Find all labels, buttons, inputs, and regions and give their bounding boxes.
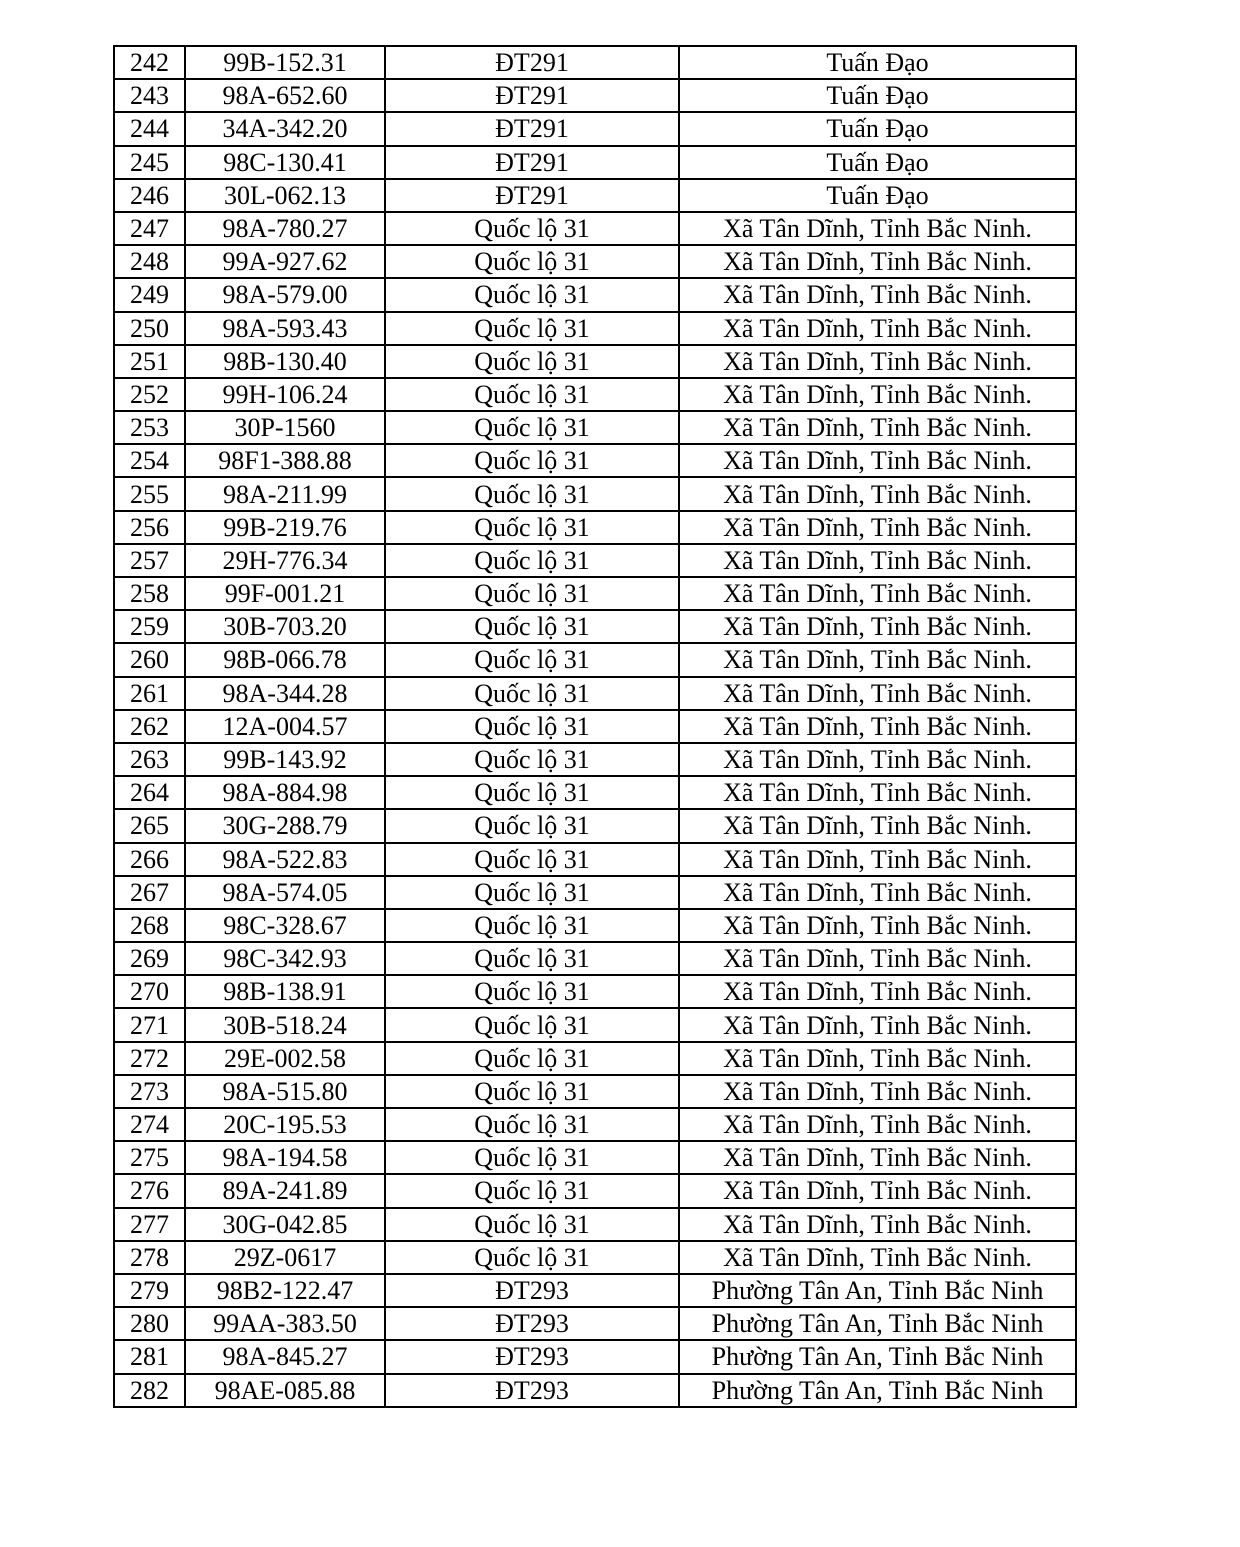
license-plate-cell: 29E-002.58 — [185, 1042, 385, 1075]
table-row — [114, 1174, 1076, 1207]
row-number-cell: 260 — [114, 643, 185, 676]
location-cell: Phường Tân An, Tỉnh Bắc Ninh — [679, 1374, 1076, 1407]
row-number-cell: 273 — [114, 1075, 185, 1108]
road-cell: Quốc lộ 31 — [385, 909, 679, 942]
table-row — [114, 677, 1076, 710]
license-plate-cell: 99AA-383.50 — [185, 1307, 385, 1340]
table-row — [114, 809, 1076, 842]
license-plate-cell: 29H-776.34 — [185, 544, 385, 577]
location-cell: Xã Tân Dĩnh, Tỉnh Bắc Ninh. — [679, 710, 1076, 743]
road-cell: Quốc lộ 31 — [385, 1141, 679, 1174]
location-cell: Tuấn Đạo — [679, 79, 1076, 112]
row-number-cell: 259 — [114, 610, 185, 643]
location-cell: Xã Tân Dĩnh, Tỉnh Bắc Ninh. — [679, 1075, 1076, 1108]
road-cell: ĐT291 — [385, 79, 679, 112]
location-cell: Xã Tân Dĩnh, Tỉnh Bắc Ninh. — [679, 544, 1076, 577]
road-cell: Quốc lộ 31 — [385, 677, 679, 710]
table-row — [114, 444, 1076, 477]
road-cell: Quốc lộ 31 — [385, 312, 679, 345]
table-row — [114, 146, 1076, 179]
road-cell: Quốc lộ 31 — [385, 544, 679, 577]
table-row — [114, 179, 1076, 212]
license-plate-cell: 98A-845.27 — [185, 1340, 385, 1373]
table-row — [114, 278, 1076, 311]
row-number-cell: 276 — [114, 1174, 185, 1207]
table-row — [114, 345, 1076, 378]
row-number-cell: 245 — [114, 146, 185, 179]
location-cell: Xã Tân Dĩnh, Tỉnh Bắc Ninh. — [679, 809, 1076, 842]
road-cell: Quốc lộ 31 — [385, 245, 679, 278]
table-row — [114, 511, 1076, 544]
road-cell: Quốc lộ 31 — [385, 1008, 679, 1041]
table-row — [114, 79, 1076, 112]
row-number-cell: 254 — [114, 444, 185, 477]
location-cell: Xã Tân Dĩnh, Tỉnh Bắc Ninh. — [679, 312, 1076, 345]
table-row — [114, 46, 1076, 79]
license-plate-cell: 34A-342.20 — [185, 112, 385, 145]
road-cell: ĐT291 — [385, 46, 679, 79]
location-cell: Xã Tân Dĩnh, Tỉnh Bắc Ninh. — [679, 643, 1076, 676]
table-body — [114, 46, 1076, 1407]
road-cell: Quốc lộ 31 — [385, 643, 679, 676]
road-cell: ĐT291 — [385, 112, 679, 145]
row-number-cell: 250 — [114, 312, 185, 345]
location-cell: Tuấn Đạo — [679, 179, 1076, 212]
row-number-cell: 255 — [114, 477, 185, 510]
table-row — [114, 1208, 1076, 1241]
table-row — [114, 909, 1076, 942]
location-cell: Xã Tân Dĩnh, Tỉnh Bắc Ninh. — [679, 610, 1076, 643]
table-row — [114, 312, 1076, 345]
location-cell: Xã Tân Dĩnh, Tỉnh Bắc Ninh. — [679, 511, 1076, 544]
road-cell: Quốc lộ 31 — [385, 511, 679, 544]
license-plate-cell: 98C-342.93 — [185, 942, 385, 975]
license-plate-cell: 30B-703.20 — [185, 610, 385, 643]
row-number-cell: 263 — [114, 743, 185, 776]
license-plate-cell: 98F1-388.88 — [185, 444, 385, 477]
license-plate-cell: 30G-288.79 — [185, 809, 385, 842]
license-plate-cell: 98C-130.41 — [185, 146, 385, 179]
location-cell: Xã Tân Dĩnh, Tỉnh Bắc Ninh. — [679, 1174, 1076, 1207]
table-row — [114, 776, 1076, 809]
license-plate-cell: 98A-574.05 — [185, 876, 385, 909]
table-row — [114, 212, 1076, 245]
row-number-cell: 265 — [114, 809, 185, 842]
row-number-cell: 279 — [114, 1274, 185, 1307]
road-cell: Quốc lộ 31 — [385, 477, 679, 510]
location-cell: Xã Tân Dĩnh, Tỉnh Bắc Ninh. — [679, 577, 1076, 610]
license-plate-cell: 30P-1560 — [185, 411, 385, 444]
road-cell: ĐT293 — [385, 1340, 679, 1373]
table-row — [114, 411, 1076, 444]
table-row — [114, 1307, 1076, 1340]
location-cell: Xã Tân Dĩnh, Tỉnh Bắc Ninh. — [679, 212, 1076, 245]
location-cell: Xã Tân Dĩnh, Tỉnh Bắc Ninh. — [679, 1141, 1076, 1174]
road-cell: Quốc lộ 31 — [385, 610, 679, 643]
license-plate-cell: 98A-884.98 — [185, 776, 385, 809]
license-plate-cell: 98B-066.78 — [185, 643, 385, 676]
road-cell: Quốc lộ 31 — [385, 444, 679, 477]
row-number-cell: 251 — [114, 345, 185, 378]
license-plate-cell: 12A-004.57 — [185, 710, 385, 743]
row-number-cell: 252 — [114, 378, 185, 411]
location-cell: Xã Tân Dĩnh, Tỉnh Bắc Ninh. — [679, 843, 1076, 876]
row-number-cell: 247 — [114, 212, 185, 245]
location-cell: Xã Tân Dĩnh, Tỉnh Bắc Ninh. — [679, 1108, 1076, 1141]
road-cell: ĐT293 — [385, 1307, 679, 1340]
road-cell: Quốc lộ 31 — [385, 1174, 679, 1207]
row-number-cell: 275 — [114, 1141, 185, 1174]
row-number-cell: 266 — [114, 843, 185, 876]
row-number-cell: 249 — [114, 278, 185, 311]
location-cell: Xã Tân Dĩnh, Tỉnh Bắc Ninh. — [679, 245, 1076, 278]
row-number-cell: 268 — [114, 909, 185, 942]
road-cell: Quốc lộ 31 — [385, 378, 679, 411]
row-number-cell: 257 — [114, 544, 185, 577]
location-cell: Xã Tân Dĩnh, Tỉnh Bắc Ninh. — [679, 1241, 1076, 1274]
row-number-cell: 253 — [114, 411, 185, 444]
table-row — [114, 378, 1076, 411]
table-row — [114, 1075, 1076, 1108]
road-cell: Quốc lộ 31 — [385, 1241, 679, 1274]
row-number-cell: 271 — [114, 1008, 185, 1041]
row-number-cell: 269 — [114, 942, 185, 975]
location-cell: Xã Tân Dĩnh, Tỉnh Bắc Ninh. — [679, 942, 1076, 975]
table-row — [114, 710, 1076, 743]
location-cell: Phường Tân An, Tỉnh Bắc Ninh — [679, 1274, 1076, 1307]
license-plate-cell: 98B-130.40 — [185, 345, 385, 378]
location-cell: Tuấn Đạo — [679, 46, 1076, 79]
location-cell: Xã Tân Dĩnh, Tỉnh Bắc Ninh. — [679, 1008, 1076, 1041]
location-cell: Tuấn Đạo — [679, 112, 1076, 145]
road-cell: ĐT293 — [385, 1374, 679, 1407]
table-row — [114, 1274, 1076, 1307]
table-row — [114, 477, 1076, 510]
road-cell: Quốc lộ 31 — [385, 1108, 679, 1141]
row-number-cell: 244 — [114, 112, 185, 145]
road-cell: ĐT291 — [385, 146, 679, 179]
table-row — [114, 743, 1076, 776]
location-cell: Phường Tân An, Tỉnh Bắc Ninh — [679, 1307, 1076, 1340]
row-number-cell: 258 — [114, 577, 185, 610]
road-cell: Quốc lộ 31 — [385, 743, 679, 776]
location-cell: Xã Tân Dĩnh, Tỉnh Bắc Ninh. — [679, 345, 1076, 378]
violation-table — [113, 45, 1077, 1408]
license-plate-cell: 98A-344.28 — [185, 677, 385, 710]
road-cell: Quốc lộ 31 — [385, 843, 679, 876]
row-number-cell: 242 — [114, 46, 185, 79]
road-cell: Quốc lộ 31 — [385, 411, 679, 444]
license-plate-cell: 30B-518.24 — [185, 1008, 385, 1041]
license-plate-cell: 98B-138.91 — [185, 975, 385, 1008]
location-cell: Xã Tân Dĩnh, Tỉnh Bắc Ninh. — [679, 909, 1076, 942]
license-plate-cell: 30G-042.85 — [185, 1208, 385, 1241]
license-plate-cell: 99F-001.21 — [185, 577, 385, 610]
license-plate-cell: 99B-152.31 — [185, 46, 385, 79]
license-plate-cell: 98A-522.83 — [185, 843, 385, 876]
location-cell: Xã Tân Dĩnh, Tỉnh Bắc Ninh. — [679, 411, 1076, 444]
location-cell: Tuấn Đạo — [679, 146, 1076, 179]
license-plate-cell: 20C-195.53 — [185, 1108, 385, 1141]
row-number-cell: 261 — [114, 677, 185, 710]
table-row — [114, 643, 1076, 676]
table-row — [114, 1042, 1076, 1075]
location-cell: Xã Tân Dĩnh, Tỉnh Bắc Ninh. — [679, 1208, 1076, 1241]
location-cell: Xã Tân Dĩnh, Tỉnh Bắc Ninh. — [679, 776, 1076, 809]
table-row — [114, 1008, 1076, 1041]
row-number-cell: 282 — [114, 1374, 185, 1407]
road-cell: Quốc lộ 31 — [385, 1208, 679, 1241]
road-cell: ĐT291 — [385, 179, 679, 212]
license-plate-cell: 99H-106.24 — [185, 378, 385, 411]
license-plate-cell: 99B-219.76 — [185, 511, 385, 544]
license-plate-cell: 29Z-0617 — [185, 1241, 385, 1274]
table-row — [114, 1241, 1076, 1274]
road-cell: Quốc lộ 31 — [385, 942, 679, 975]
row-number-cell: 274 — [114, 1108, 185, 1141]
table-row — [114, 610, 1076, 643]
location-cell: Xã Tân Dĩnh, Tỉnh Bắc Ninh. — [679, 1042, 1076, 1075]
road-cell: Quốc lộ 31 — [385, 776, 679, 809]
table-row — [114, 942, 1076, 975]
location-cell: Xã Tân Dĩnh, Tỉnh Bắc Ninh. — [679, 477, 1076, 510]
road-cell: ĐT293 — [385, 1274, 679, 1307]
row-number-cell: 270 — [114, 975, 185, 1008]
road-cell: Quốc lộ 31 — [385, 1042, 679, 1075]
license-plate-cell: 89A-241.89 — [185, 1174, 385, 1207]
table-row — [114, 544, 1076, 577]
road-cell: Quốc lộ 31 — [385, 212, 679, 245]
table-row — [114, 112, 1076, 145]
road-cell: Quốc lộ 31 — [385, 1075, 679, 1108]
row-number-cell: 272 — [114, 1042, 185, 1075]
road-cell: Quốc lộ 31 — [385, 809, 679, 842]
table-row — [114, 577, 1076, 610]
license-plate-cell: 98A-652.60 — [185, 79, 385, 112]
road-cell: Quốc lộ 31 — [385, 876, 679, 909]
road-cell: Quốc lộ 31 — [385, 577, 679, 610]
license-plate-cell: 98A-593.43 — [185, 312, 385, 345]
row-number-cell: 243 — [114, 79, 185, 112]
row-number-cell: 246 — [114, 179, 185, 212]
road-cell: Quốc lộ 31 — [385, 975, 679, 1008]
row-number-cell: 264 — [114, 776, 185, 809]
license-plate-cell: 99A-927.62 — [185, 245, 385, 278]
license-plate-cell: 98AE-085.88 — [185, 1374, 385, 1407]
row-number-cell: 262 — [114, 710, 185, 743]
license-plate-cell: 98A-515.80 — [185, 1075, 385, 1108]
location-cell: Xã Tân Dĩnh, Tỉnh Bắc Ninh. — [679, 378, 1076, 411]
license-plate-cell: 98A-579.00 — [185, 278, 385, 311]
location-cell: Phường Tân An, Tỉnh Bắc Ninh — [679, 1340, 1076, 1373]
table-row — [114, 876, 1076, 909]
location-cell: Xã Tân Dĩnh, Tỉnh Bắc Ninh. — [679, 677, 1076, 710]
table-row — [114, 843, 1076, 876]
license-plate-cell: 30L-062.13 — [185, 179, 385, 212]
table-row — [114, 1108, 1076, 1141]
license-plate-cell: 99B-143.92 — [185, 743, 385, 776]
license-plate-cell: 98A-780.27 — [185, 212, 385, 245]
row-number-cell: 281 — [114, 1340, 185, 1373]
location-cell: Xã Tân Dĩnh, Tỉnh Bắc Ninh. — [679, 876, 1076, 909]
table-row — [114, 1374, 1076, 1407]
license-plate-cell: 98C-328.67 — [185, 909, 385, 942]
table-row — [114, 245, 1076, 278]
row-number-cell: 256 — [114, 511, 185, 544]
road-cell: Quốc lộ 31 — [385, 345, 679, 378]
road-cell: Quốc lộ 31 — [385, 710, 679, 743]
license-plate-cell: 98A-211.99 — [185, 477, 385, 510]
location-cell: Xã Tân Dĩnh, Tỉnh Bắc Ninh. — [679, 278, 1076, 311]
location-cell: Xã Tân Dĩnh, Tỉnh Bắc Ninh. — [679, 444, 1076, 477]
location-cell: Xã Tân Dĩnh, Tỉnh Bắc Ninh. — [679, 743, 1076, 776]
table-row — [114, 975, 1076, 1008]
row-number-cell: 278 — [114, 1241, 185, 1274]
row-number-cell: 248 — [114, 245, 185, 278]
road-cell: Quốc lộ 31 — [385, 278, 679, 311]
license-plate-cell: 98A-194.58 — [185, 1141, 385, 1174]
license-plate-cell: 98B2-122.47 — [185, 1274, 385, 1307]
row-number-cell: 267 — [114, 876, 185, 909]
table-row — [114, 1141, 1076, 1174]
table-row — [114, 1340, 1076, 1373]
location-cell: Xã Tân Dĩnh, Tỉnh Bắc Ninh. — [679, 975, 1076, 1008]
row-number-cell: 280 — [114, 1307, 185, 1340]
row-number-cell: 277 — [114, 1208, 185, 1241]
